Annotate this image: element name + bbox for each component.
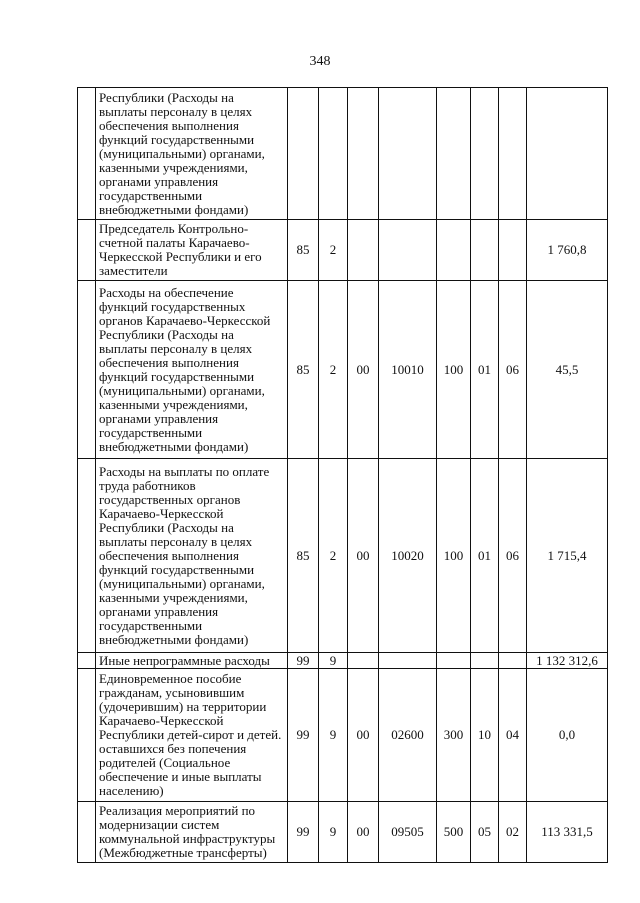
code7-cell (499, 653, 527, 669)
amount-cell: 1 760,8 (527, 220, 608, 281)
code4-cell: 09505 (379, 802, 437, 863)
code5-cell (437, 653, 471, 669)
budget-table (77, 87, 608, 863)
expense-name-cell: Единовременное пособие гражданам, усыновившим (удочерившим) на территории Карачаево-Черкесской Республики детей-сирот и детей. оставшихся без попечения родителей (Социальное обеспечение и иные выплаты населению) (96, 669, 288, 802)
table-row (78, 88, 608, 220)
code4-cell (379, 220, 437, 281)
code4-cell (379, 653, 437, 669)
code5-cell: 100 (437, 459, 471, 653)
code6-cell (471, 220, 499, 281)
code6-cell (471, 653, 499, 669)
code5-cell: 500 (437, 802, 471, 863)
code4-cell: 10010 (379, 281, 437, 459)
row-number-cell (78, 802, 96, 863)
code7-cell: 04 (499, 669, 527, 802)
code1-cell: 85 (288, 459, 319, 653)
table-row (78, 459, 608, 653)
code6-cell: 01 (471, 459, 499, 653)
expense-name-cell: Иные непрограммные расходы (96, 653, 288, 669)
row-number-cell (78, 281, 96, 459)
code4-cell: 02600 (379, 669, 437, 802)
row-number-cell (78, 88, 96, 220)
code4-cell: 10020 (379, 459, 437, 653)
code6-cell: 05 (471, 802, 499, 863)
code1-cell: 99 (288, 653, 319, 669)
page-number: 348 (309, 54, 331, 69)
code1-cell: 85 (288, 220, 319, 281)
code3-cell (348, 220, 379, 281)
code7-cell: 02 (499, 802, 527, 863)
code5-cell (437, 88, 471, 220)
code5-cell: 300 (437, 669, 471, 802)
code7-cell (499, 220, 527, 281)
code7-cell (499, 88, 527, 220)
row-number-cell (78, 459, 96, 653)
code2-cell: 2 (319, 459, 348, 653)
code7-cell: 06 (499, 459, 527, 653)
code6-cell: 01 (471, 281, 499, 459)
code2-cell: 9 (319, 653, 348, 669)
code3-cell (348, 653, 379, 669)
row-number-cell (78, 653, 96, 669)
code2-cell: 9 (319, 669, 348, 802)
code6-cell (471, 88, 499, 220)
expense-name-cell: Реализация мероприятий по модернизации систем коммунальной инфраструктуры (Межбюджетные трансферты) (96, 802, 288, 863)
code1-cell: 99 (288, 669, 319, 802)
row-number-cell (78, 220, 96, 281)
amount-cell: 1 715,4 (527, 459, 608, 653)
amount-cell: 1 132 312,6 (527, 653, 608, 669)
table-row (78, 653, 608, 669)
expense-name-cell: Председатель Контрольно-счетной палаты Карачаево-Черкесской Республики и его заместители (96, 220, 288, 281)
table-row (78, 220, 608, 281)
code2-cell: 9 (319, 802, 348, 863)
code6-cell: 10 (471, 669, 499, 802)
expense-name-cell: Республики (Расходы на выплаты персоналу в целях обеспечения выполнения функций государственными (муниципальными) органами, казенными учреждениями, органами управления государственными внебюджетными фондами) (96, 88, 288, 220)
code1-cell: 85 (288, 281, 319, 459)
code2-cell: 2 (319, 220, 348, 281)
code3-cell: 00 (348, 459, 379, 653)
code1-cell (288, 88, 319, 220)
code2-cell (319, 88, 348, 220)
table-row (78, 281, 608, 459)
row-number-cell (78, 669, 96, 802)
table-row (78, 669, 608, 802)
code3-cell: 00 (348, 281, 379, 459)
code1-cell: 99 (288, 802, 319, 863)
code5-cell: 100 (437, 281, 471, 459)
table-row (78, 802, 608, 863)
code3-cell: 00 (348, 802, 379, 863)
amount-cell: 0,0 (527, 669, 608, 802)
amount-cell (527, 88, 608, 220)
expense-name-cell: Расходы на обеспечение функций государственных органов Карачаево-Черкесской Республики (Расходы на выплаты персоналу в целях обеспечения выполнения функций государственными (муниципальными) органами, казенными учреждениями, органами управления государственными внебюджетными фондами) (96, 281, 288, 459)
amount-cell: 45,5 (527, 281, 608, 459)
code3-cell (348, 88, 379, 220)
amount-cell: 113 331,5 (527, 802, 608, 863)
code2-cell: 2 (319, 281, 348, 459)
code4-cell (379, 88, 437, 220)
code5-cell (437, 220, 471, 281)
code7-cell: 06 (499, 281, 527, 459)
expense-name-cell: Расходы на выплаты по оплате труда работников государственных органов Карачаево-Черкесской Республики (Расходы на выплаты персоналу в целях обеспечения выполнения функций государственными (муниципальными) органами, казенными учреждениями, органами управления государственными внебюджетными фондами) (96, 459, 288, 653)
code3-cell: 00 (348, 669, 379, 802)
